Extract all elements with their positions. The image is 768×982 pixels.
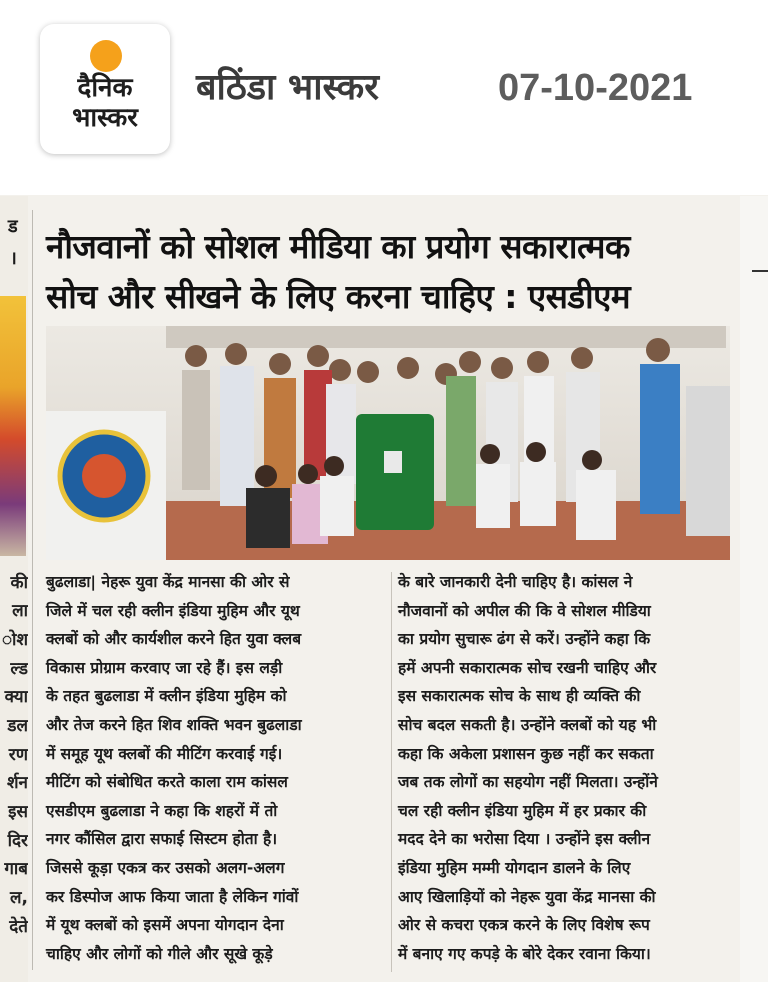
side-fragment-line: क्या (4, 687, 28, 707)
body-line: बुढलाडा| नेहरू युवा केंद्र मानसा की ओर से (46, 573, 290, 591)
body-column-2 (398, 568, 738, 968)
adjacent-column-fragment (0, 196, 28, 982)
body-line: हमें अपनी सकारात्मक सोच रखनी चाहिए और (398, 658, 657, 677)
side-fragment-line: रण (8, 745, 28, 765)
dainik-bhaskar-logo (40, 24, 170, 154)
logo-text-line1: दैनिक (77, 73, 133, 103)
side-fragment-line: र्शन (7, 773, 28, 793)
side-fragment-line: ोश (1, 630, 28, 650)
body-column-1 (46, 568, 386, 968)
body-line: सोच बदल सकती है। उन्होंने क्लबों को यह भी (398, 715, 657, 734)
body-line: ओर से कचरा एकत्र करने के लिए विशेष रूप (398, 916, 650, 935)
body-line: में यूथ क्लबों को इसमें अपना योगदान देना (46, 916, 284, 935)
body-line: और तेज करने हित शिव शक्ति भवन बुढलाडा (46, 715, 302, 734)
side-fragment-top-1: ड (8, 216, 18, 237)
body-line: में बनाए गए कपड़े के बोरे देकर रवाना किया। (398, 944, 651, 963)
right-rule-mark (752, 270, 768, 272)
body-line: मदद देने का भरोसा दिया । उन्होंने इस क्लीन (398, 830, 651, 849)
side-fragment-line: गाब (4, 859, 28, 879)
side-fragment-line: ला (12, 601, 28, 621)
body-line: में समूह यूथ क्लबों की मीटिंग करवाई गई। (46, 744, 283, 763)
column-divider (391, 572, 392, 972)
body-line: के तहत बुढलाडा में क्लीन इंडिया मुहिम को (46, 687, 287, 706)
body-line: आए खिलाड़ियों को नेहरू युवा केंद्र मानसा की (398, 887, 656, 906)
body-line: कहा कि अकेला प्रशासन कुछ नहीं कर सकता (398, 744, 654, 763)
body-line: एसडीएम बुढलाडा ने कहा कि शहरों में तो (46, 801, 278, 820)
body-line: मीटिंग को संबोधित करते काला राम कांसल (46, 773, 288, 792)
publication-date: 07-10-2021 (498, 67, 693, 109)
body-line: चल रही क्लीन इंडिया मुहिम में हर प्रकार की (398, 801, 647, 820)
adjacent-photo-fragment (0, 296, 26, 556)
body-line: जब तक लोगों का सहयोग नहीं मिलता। उन्होंने (398, 773, 658, 792)
body-line: कर डिस्पोज आफ किया जाता है लेकिन गांवों (46, 887, 299, 906)
edition-name: बठिंडा भास्कर (196, 67, 379, 108)
side-fragment-top-2: । (10, 248, 17, 269)
side-fragment-line: ल्ड (10, 659, 28, 679)
body-line: इस सकारात्मक सोच के साथ ही व्यक्ति की (398, 687, 641, 706)
headline-line-1: नौजवानों को सोशल मीडिया का प्रयोग सकारात्मक (46, 227, 630, 266)
article-photo (46, 326, 730, 560)
body-line: नगर कौंसिल द्वारा सफाई सिस्टम होता है। (46, 830, 278, 849)
body-line: इंडिया मुहिम मम्मी योगदान डालने के लिए (398, 858, 631, 877)
body-line: विकास प्रोग्राम करवाए जा रहे हैं। इस लड़ी (46, 658, 283, 677)
body-line: जिले में चल रही क्लीन इंडिया मुहिम और यूथ (46, 601, 300, 620)
logo-text-line2: भास्कर (72, 103, 138, 133)
body-line: जिससे कूड़ा एकत्र कर उसको अलग-अलग (46, 858, 285, 877)
body-line: के बारे जानकारी देनी चाहिए है। कांसल ने (398, 573, 633, 591)
side-fragment-line: देते (9, 917, 28, 937)
body-line: क्लबों को और कार्यशील करने हित युवा क्लब (46, 630, 302, 649)
side-fragment-line: की (10, 573, 28, 593)
article-headline (46, 222, 736, 322)
body-line: का प्रयोग सुचारू ढंग से करें। उन्होंने कहा कि (398, 630, 651, 649)
right-margin (740, 196, 768, 982)
side-fragment-line: डल (7, 716, 28, 736)
side-fragment-line: ल, (10, 888, 28, 908)
side-fragment-line: दिर (7, 831, 28, 851)
group-photo-illustration (46, 326, 730, 560)
body-line: चाहिए और लोगों को गीले और सूखे कूड़े (46, 944, 273, 963)
sun-icon (90, 40, 122, 72)
column-rule (32, 210, 33, 970)
headline-line-2: सोच और सीखने के लिए करना चाहिए : एसडीएम (46, 277, 631, 316)
side-fragment-line: इस (8, 802, 28, 822)
body-line: नौजवानों को अपील की कि वे सोशल मीडिया (398, 601, 651, 620)
